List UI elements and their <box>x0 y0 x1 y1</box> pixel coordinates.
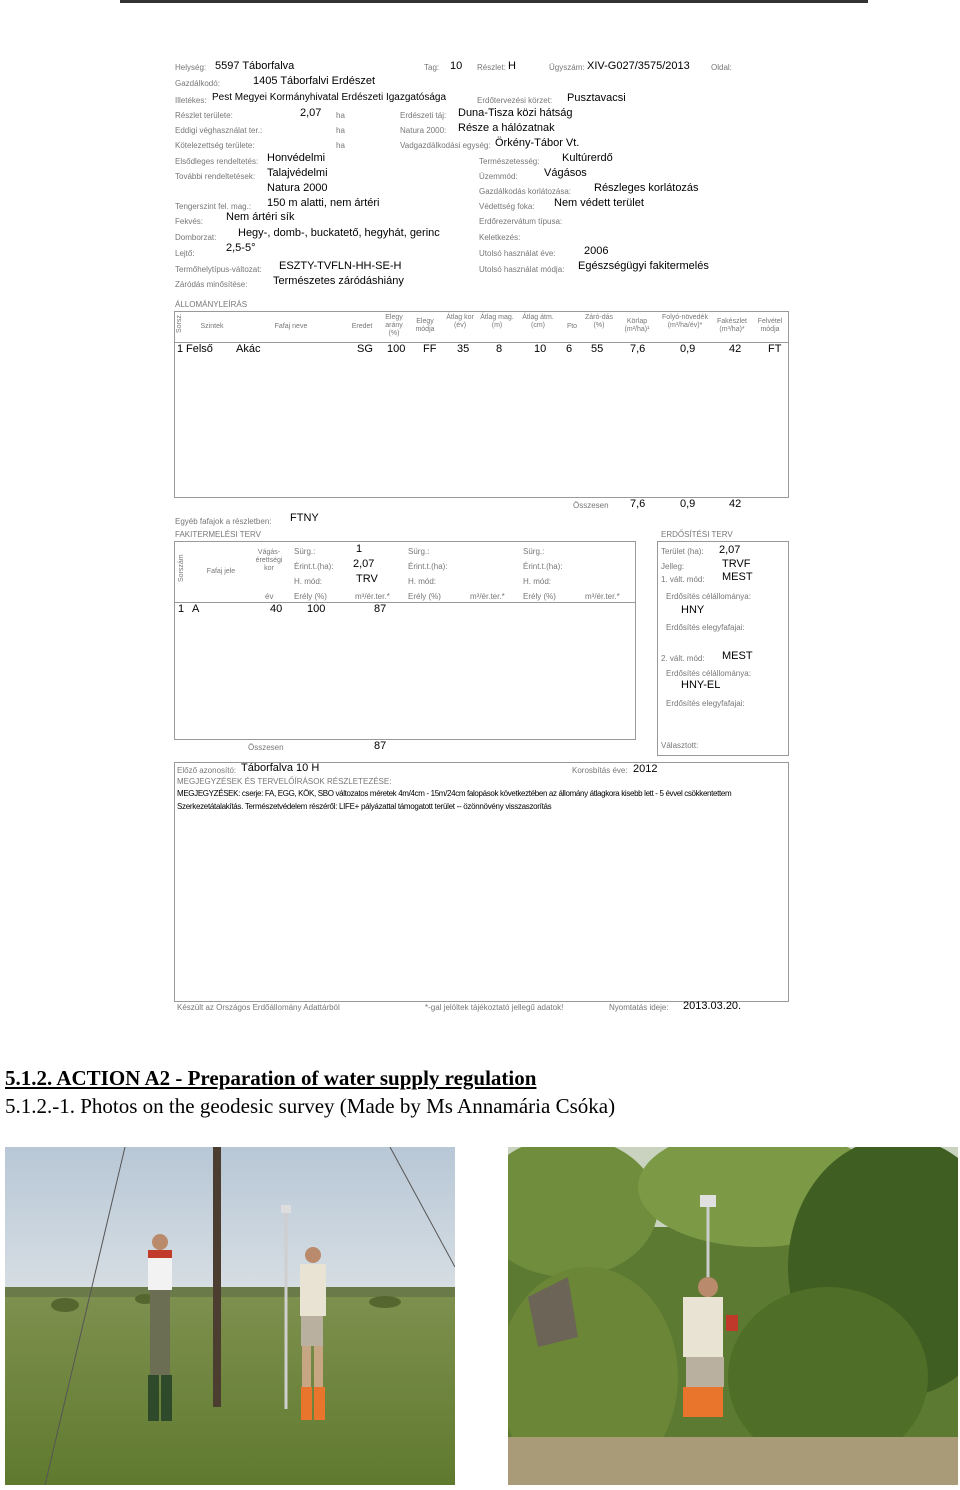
cell-fto: 6 <box>566 343 573 355</box>
ha-unit-3: ha <box>336 141 345 150</box>
fekves-label: Fekvés: <box>175 217 204 226</box>
col-kor: Átlag kor (év) <box>446 314 474 329</box>
fakit-hmod-label-2: H. mód: <box>408 577 437 586</box>
fakit-m3-label-2: m³/ér.ter.* <box>470 592 505 601</box>
fakit-cell-m3: 87 <box>374 603 387 615</box>
fakit-erely-label-3: Erély (%) <box>523 592 556 601</box>
erd-elegy-label-1: Erdősítés elegyfafajai: <box>666 623 745 632</box>
section-heading: 5.1.2. ACTION A2 - Preparation of water supply regulation <box>5 1066 537 1090</box>
kotel-label: Kötelezettség területe: <box>175 141 255 150</box>
terulet-label: Részlet területe: <box>175 111 233 120</box>
cell-novedek: 0,9 <box>680 343 696 355</box>
ttv-value: ESZTY-TVFLN-HH-SE-H <box>279 260 402 272</box>
footer-nyomtatas-label: Nyomtatás ideje: <box>609 1003 669 1012</box>
fakit-hmod-value-1: TRV <box>356 573 378 585</box>
allomany-osszesen-label: Összesen <box>573 501 609 510</box>
top-rule <box>120 0 868 3</box>
photo-forest-illustration <box>508 1147 958 1485</box>
col-felvetel: Felvétel módja <box>757 318 783 333</box>
fakit-osszesen-value: 87 <box>374 740 387 752</box>
erd-valt2-label: 2. vált. mód: <box>661 654 705 663</box>
tszf-value: 150 m alatti, nem ártéri <box>267 197 380 209</box>
erd-elegy-label-2: Erdősítés elegyfafajai: <box>666 699 745 708</box>
megjegyzes-box <box>174 762 789 1002</box>
fakit-osszesen-label: Összesen <box>248 743 284 752</box>
col-szintek: Szintek <box>200 323 224 330</box>
korzet-value: Pusztavacsi <box>567 92 626 104</box>
fakit-erint-label-1: Érint.t.(ha): <box>294 562 334 571</box>
erd-cel-value-2: HNY-EL <box>681 679 721 691</box>
fakit-col-sorsz: Sorszám <box>178 554 185 582</box>
cell-korlap: 7,6 <box>630 343 646 355</box>
erd-terulet-value: 2,07 <box>719 544 741 556</box>
fakit-cell-faj: A <box>192 603 200 615</box>
fakit-table <box>174 541 636 740</box>
cell-zarodas: 55 <box>591 343 604 355</box>
photo-grassland-survey <box>5 1147 455 1485</box>
fakit-hmod-label-3: H. mód: <box>523 577 552 586</box>
natura-label: Natura 2000: <box>400 126 447 135</box>
reszlet-value: H <box>508 60 516 72</box>
osszesen-novedek: 0,9 <box>680 498 696 510</box>
fakit-cell-ev: 40 <box>270 603 283 615</box>
natura-value: Része a hálózatnak <box>458 122 555 134</box>
allomany-header-rule <box>174 342 788 343</box>
col-mag: Átlag mag. (m) <box>480 314 514 329</box>
photo-forest-survey <box>508 1147 958 1485</box>
osszesen-korlap: 7,6 <box>630 498 646 510</box>
cell-mag: 8 <box>496 343 503 355</box>
fakit-m3-label-3: m³/ér.ter.* <box>585 592 620 601</box>
fakit-title: FAKITERMELÉSI TERV <box>175 530 261 539</box>
uhev-value: 2006 <box>584 245 609 257</box>
reszlet-label: Részlet: <box>477 63 506 72</box>
elozo-value: Táborfalva 10 H <box>241 762 320 774</box>
ha-unit-2: ha <box>336 126 345 135</box>
photo-grassland-illustration <box>5 1147 455 1485</box>
erd-valt1-value: MEST <box>722 571 753 583</box>
col-novedek: Folyó-növedék (m³/ha/év)* <box>662 314 708 329</box>
cell-elegy-arany: 100 <box>387 343 406 355</box>
illet-value: Pest Megyei Kormányhivatal Erdészeti Igazgatósága <box>212 92 447 103</box>
erd-terulet-label: Terület (ha): <box>661 547 704 556</box>
gazd-label: Gazdálkodó: <box>175 79 220 88</box>
fakit-ev-label: év <box>265 592 274 601</box>
fakit-erint-label-3: Érint.t.(ha): <box>523 562 563 571</box>
fakit-cell-erely: 100 <box>307 603 326 615</box>
domb-value: Hegy-, domb-, buckatető, hegyhát, gerinc <box>238 227 440 239</box>
tovabbi-value-2: Natura 2000 <box>267 182 328 194</box>
taj-label: Erdészeti táj: <box>400 111 447 120</box>
footer-nyomtatas-value: 2013.03.20. <box>683 1000 742 1012</box>
footer-keszult: Készült az Országos Erdőállomány Adattárból <box>177 1003 340 1012</box>
cell-fafaj: Akác <box>236 343 261 355</box>
korzet-label: Erdőtervezési körzet: <box>477 96 553 105</box>
fakit-m3-label-1: m³/ér.ter.* <box>355 592 390 601</box>
helyseg-label: Helység: <box>175 63 207 72</box>
illet-label: Illetékes: <box>175 96 207 105</box>
vadgazd-label: Vadgazdálkodási egység: <box>400 141 491 150</box>
egyeb-value: FTNY <box>290 512 319 524</box>
allomany-table <box>174 311 789 498</box>
ugyszam-value: XIV-G027/3575/2013 <box>587 60 690 72</box>
cell-elegy-mod: FF <box>423 343 437 355</box>
col-fafaj: Fafaj neve <box>274 323 308 330</box>
cell-felvetel: FT <box>768 343 782 355</box>
fakit-col-faj: Fafaj jele <box>206 568 236 575</box>
helyseg-value: 5597 Táborfalva <box>215 60 295 72</box>
vedett-value: Nem védett terület <box>554 197 644 209</box>
termesz-value: Kultúrerdő <box>562 152 613 164</box>
section-subheading: 5.1.2.-1. Photos on the geodesic survey (Made by Ms Annamária Csóka) <box>5 1094 616 1118</box>
vedett-label: Védettség foka: <box>479 202 535 211</box>
domb-label: Domborzat: <box>175 233 217 242</box>
tovabbi-value-1: Talajvédelmi <box>267 167 328 179</box>
elozo-label: Előző azonosító: <box>177 766 237 775</box>
fakit-erely-label-2: Erély (%) <box>408 592 441 601</box>
zar-value: Természetes záródáshiány <box>273 275 404 287</box>
lejto-value: 2,5-5° <box>226 242 256 254</box>
fakit-surg-label-1: Sürg.: <box>294 547 316 556</box>
fakit-cell-sorsz: 1 <box>178 603 185 615</box>
allomany-title: ÁLLOMÁNYLEÍRÁS <box>175 300 248 309</box>
col-zarodas: Záró-dás (%) <box>584 314 613 329</box>
tag-label: Tag: <box>424 63 440 72</box>
cell-kor: 35 <box>457 343 470 355</box>
cell-eredet: SG <box>357 343 373 355</box>
korlat-value: Részleges korlátozás <box>594 182 699 194</box>
korosbitas-value: 2012 <box>633 763 658 775</box>
uzem-value: Vágásos <box>544 167 587 179</box>
col-elegy-mod: Elegy módja <box>415 318 435 333</box>
fakit-hmod-label-1: H. mód: <box>294 577 323 586</box>
erd-jelleg-value: TRVF <box>722 558 751 570</box>
egyeb-label: Egyéb fafajok a részletben: <box>175 517 272 526</box>
uhev-label: Utolsó használat éve: <box>479 249 556 258</box>
erdosites-title: ERDŐSÍTÉSI TERV <box>661 530 733 539</box>
ttv-label: Termőhelytípus-változat: <box>175 265 262 274</box>
fakit-surg-value-1: 1 <box>356 543 363 555</box>
lejto-label: Lejtő: <box>175 249 195 258</box>
col-elegy-arany: Elegy arány (%) <box>385 314 403 337</box>
ugyszam-label: Ügyszám: <box>549 63 585 72</box>
kelet-label: Keletkezés: <box>479 233 521 242</box>
erd-valt2-value: MEST <box>722 650 753 662</box>
col-fakeszlet: Fakészlet (m³/ha)* <box>717 318 747 333</box>
fakit-surg-label-3: Sürg.: <box>523 547 545 556</box>
col-fto: Fto <box>566 323 578 330</box>
fakit-surg-label-2: Sürg.: <box>408 547 430 556</box>
tovabbi-label: További rendeltetések: <box>175 172 256 181</box>
erd-cel-label-1: Erdősítés célállománya: <box>666 592 751 601</box>
ha-unit-1: ha <box>336 111 345 120</box>
cell-atm: 10 <box>534 343 547 355</box>
gazd-value: 1405 Táborfalvi Erdészet <box>253 75 376 87</box>
tag-value: 10 <box>450 60 463 72</box>
erd-valasztott-label: Választott: <box>661 741 699 750</box>
fakit-erint-label-2: Érint.t.(ha): <box>408 562 448 571</box>
eddigi-label: Eddigi véghasználat ter.: <box>175 126 263 135</box>
col-korlap: Körlap (m²/ha)¹ <box>624 318 650 333</box>
terulet-value: 2,07 <box>300 107 322 119</box>
uhm-value: Egészségügyi fakitermelés <box>578 260 709 272</box>
col-sorsz: Sorsz. <box>176 313 183 333</box>
termesz-label: Természetesség: <box>479 157 540 166</box>
footer-jelolt: *-gal jelöltek tájékoztató jellegű adatok! <box>425 1003 564 1012</box>
taj-value: Duna-Tisza közi hátság <box>458 107 573 119</box>
megjegyzes-line-2: Szerkezetátalakítás. Természetvédelem részéről: LIFE+ pályázattal támogatott terület -- özönnövény visszaszorítás <box>177 802 552 811</box>
fakit-erint-value-1: 2,07 <box>353 558 375 570</box>
uhm-label: Utolsó használat módja: <box>479 265 565 274</box>
fakit-header-rule <box>174 602 635 603</box>
erd-jelleg-label: Jelleg: <box>661 562 685 571</box>
elsod-value: Honvédelmi <box>267 152 326 164</box>
col-eredet: Eredet <box>351 323 373 330</box>
erd-cel-value-1: HNY <box>681 604 705 616</box>
megjegyzes-line-1: MEGJEGYZÉSEK: cserje: FA, EGG, KÖK, SBO változatos méretek 4m/4cm - 15m/24cm falopások következtében az állomány átlagkora kisebb lett - 5 évvel csökkentettem <box>177 789 732 798</box>
megjegyzes-title: MEGJEGYZÉSEK ÉS TERVELŐÍRÁSOK RÉSZLETEZÉSE: <box>177 777 392 786</box>
cell-sorsz: 1 <box>177 343 184 355</box>
col-atm: Átlag átm. (cm) <box>522 314 554 329</box>
oldal-label: Oldal: <box>711 63 732 72</box>
zar-label: Záródás minősítése: <box>175 280 248 289</box>
korosbitas-label: Korosbítás éve: <box>572 766 628 775</box>
rezervatum-label: Erdőrezervátum típusa: <box>479 217 563 226</box>
fakit-col-vag: Vágás-érettségi kor <box>255 549 283 572</box>
fekves-value: Nem ártéri sík <box>226 211 295 223</box>
elsod-label: Elsődleges rendeltetés: <box>175 157 259 166</box>
osszesen-fakeszlet: 42 <box>729 498 742 510</box>
vadgazd-value: Örkény-Tábor Vt. <box>495 137 580 149</box>
erd-cel-label-2: Erdősítés célállománya: <box>666 669 751 678</box>
cell-szint: Felső <box>186 343 213 355</box>
cell-fakeszlet: 42 <box>729 343 742 355</box>
fakit-erely-label-1: Erély (%) <box>294 592 327 601</box>
uzem-label: Üzemmód: <box>479 172 518 181</box>
tszf-label: Tengerszint fel. mag.: <box>175 202 252 211</box>
korlat-label: Gazdálkodás korlátozása: <box>479 187 572 196</box>
erd-valt1-label: 1. vált. mód: <box>661 575 705 584</box>
